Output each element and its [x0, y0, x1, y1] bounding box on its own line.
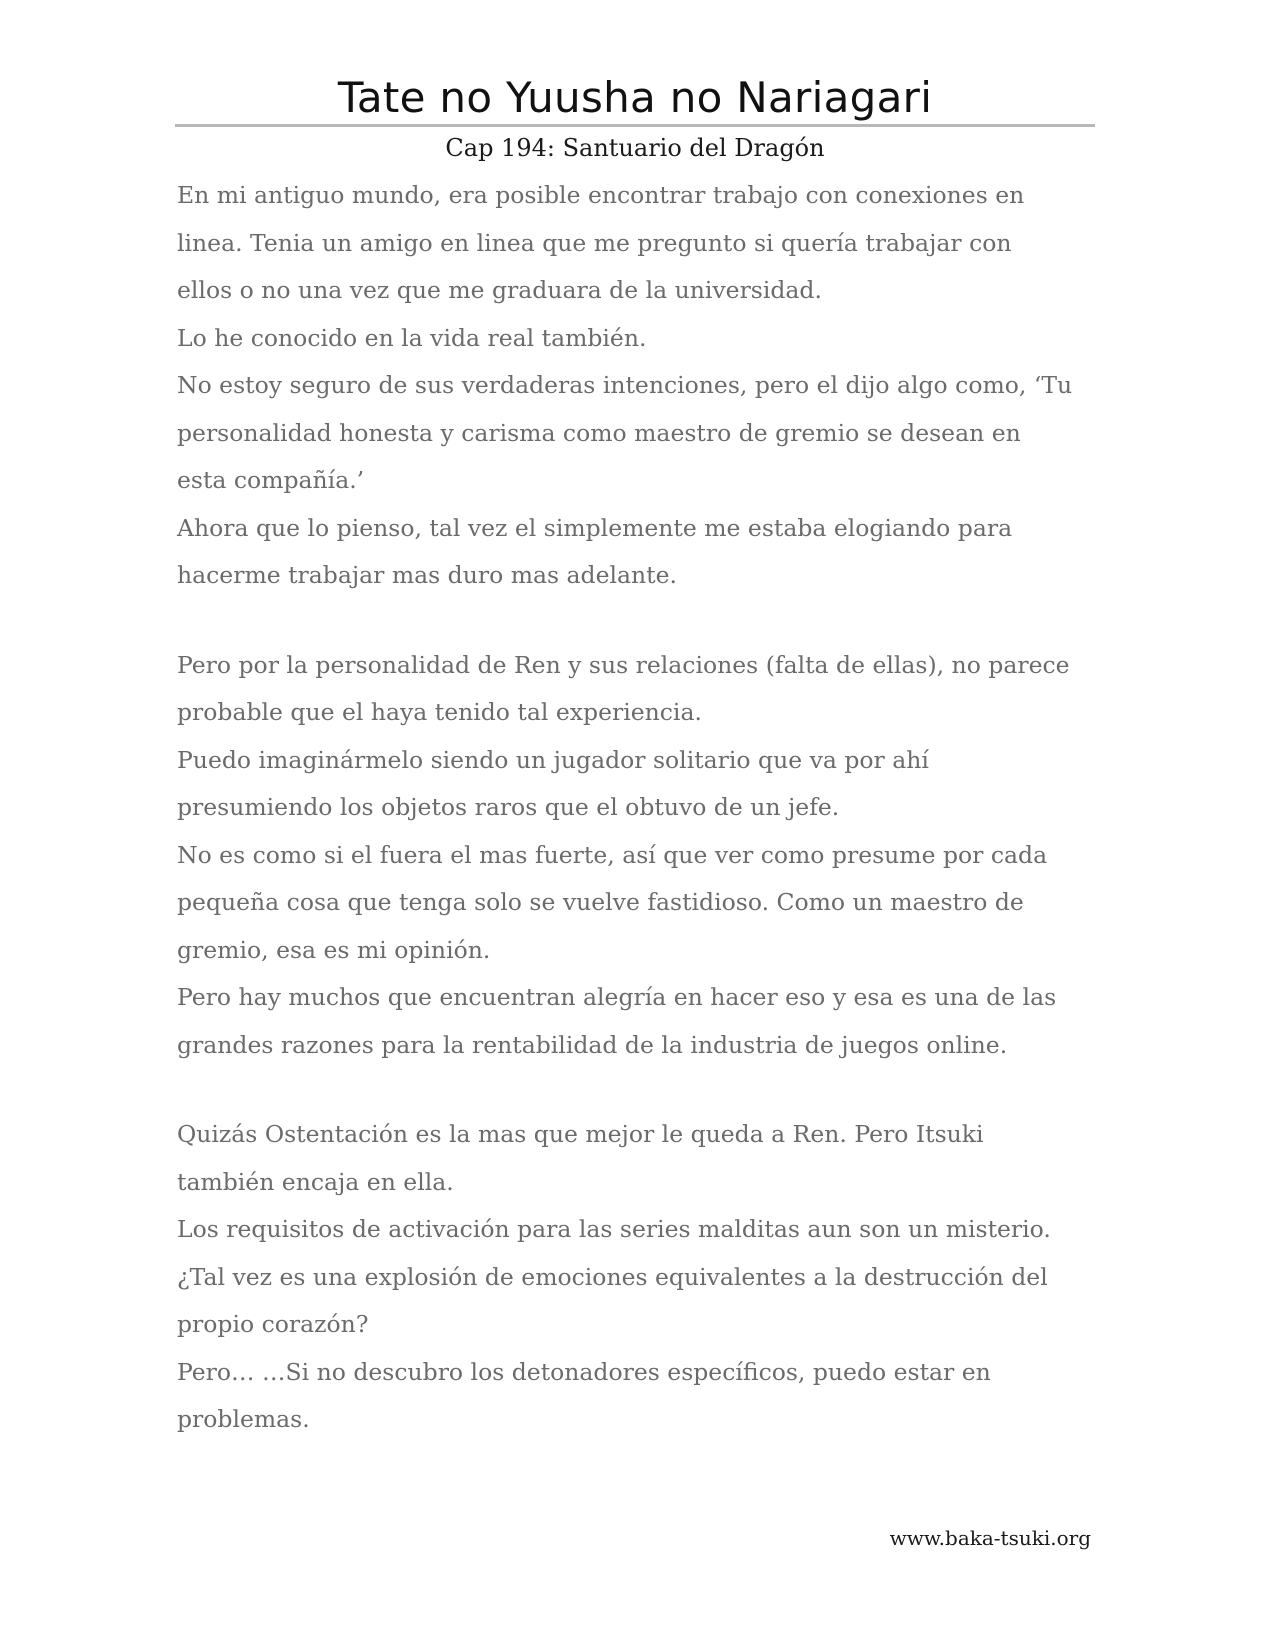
paragraph — [177, 315, 1107, 363]
paragraph — [177, 1111, 1107, 1206]
text-line: Pero por la personalidad de Ren y sus relaciones (falta de ellas), no parece — [177, 650, 1070, 679]
text-line: problemas. — [177, 1405, 310, 1433]
paragraph — [177, 1349, 1107, 1444]
text-line: Puedo imaginármelo siendo un jugador solitario que va por ahí — [177, 745, 929, 774]
paragraph — [177, 1206, 1107, 1254]
text-line: esta compañía.’ — [177, 466, 365, 494]
paragraph — [177, 974, 1107, 1069]
paragraph — [177, 642, 1107, 737]
text-line: ¿Tal vez es una explosión de emociones equivalentes a la destrucción del — [177, 1262, 1048, 1291]
paragraph — [177, 505, 1107, 600]
footer-url: www.baka-tsuki.org — [889, 1526, 1091, 1550]
text-line: linea. Tenia un amigo en linea que me pregunto si quería trabajar con — [177, 228, 1012, 257]
text-line: también encaja en ella. — [177, 1167, 454, 1196]
text-line: presumiendo los objetos raros que el obtuvo de un jefe. — [177, 793, 840, 821]
paragraph — [177, 737, 1107, 832]
text-line: Lo he conocido en la vida real también. — [177, 323, 647, 352]
text-line: ellos o no una vez que me graduara de la universidad. — [177, 276, 822, 304]
text-line: personalidad honesta y carisma como maestro de gremio se desean en — [177, 418, 1021, 447]
paragraph — [177, 832, 1107, 975]
text-line: Pero hay muchos que encuentran alegría en hacer eso y esa es una de las — [177, 983, 1057, 1011]
text-line: No es como si el fuera el mas fuerte, así que ver como presume por cada — [177, 840, 1048, 869]
text-line: Pero… …Si no descubro los detonadores específicos, puedo estar en — [177, 1357, 991, 1386]
paragraph — [177, 1254, 1107, 1349]
text-line: Los requisitos de activación para las series malditas aun son un misterio. — [177, 1215, 1051, 1243]
text-line: pequeña cosa que tenga solo se vuelve fastidioso. Como un maestro de — [177, 888, 1024, 916]
text-line: probable que el haya tenido tal experiencia. — [177, 698, 702, 726]
text-line: gremio, esa es mi opinión. — [177, 935, 491, 964]
text-line: propio corazón? — [177, 1310, 369, 1338]
paragraph-gap — [177, 600, 1107, 642]
paragraph — [177, 172, 1107, 315]
title-divider — [175, 124, 1095, 127]
text-line: hacerme trabajar mas duro mas adelante. — [177, 561, 677, 589]
chapter-heading: Cap 194: Santuario del Dragón — [445, 134, 825, 162]
text-line: Ahora que lo pienso, tal vez el simplemente me estaba elogiando para — [177, 513, 1013, 542]
paragraph-gap — [177, 1069, 1107, 1111]
document-title: Tate no Yuusha no Nariagari — [337, 73, 933, 122]
document-body — [177, 172, 1107, 1444]
text-line: En mi antiguo mundo, era posible encontrar trabajo con conexiones en — [177, 181, 1025, 209]
text-line: Quizás Ostentación es la mas que mejor le queda a Ren. Pero Itsuki — [177, 1120, 984, 1148]
paragraph — [177, 362, 1107, 505]
text-line: No estoy seguro de sus verdaderas intenciones, pero el dijo algo como, ‘Tu — [177, 371, 1073, 399]
text-line: grandes razones para la rentabilidad de la industria de juegos online. — [177, 1030, 1008, 1059]
